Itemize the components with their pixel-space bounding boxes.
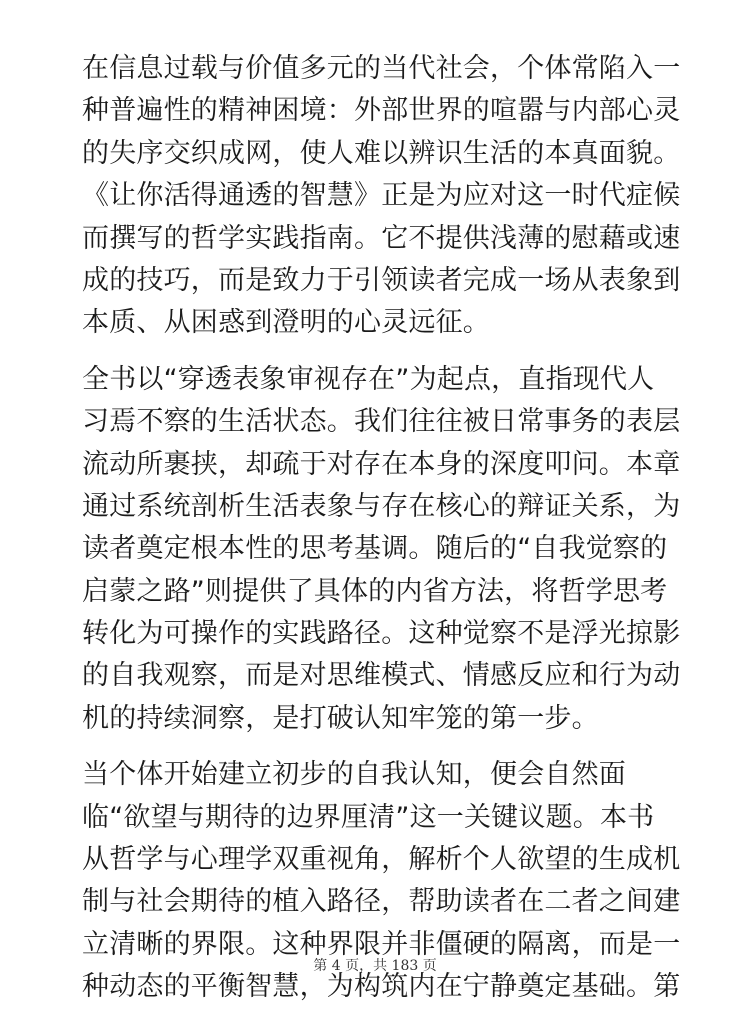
paragraph [82, 359, 681, 741]
text-line: 制与社会期待的植入路径，帮助读者在二者之间建 [82, 886, 681, 918]
text-line: 立清晰的界限。这种界限并非僵硬的隔离，而是一 [82, 928, 681, 960]
text-line: 从哲学与心理学双重视角，解析个人欲望的生成机 [82, 844, 681, 876]
text-line: 的自我观察，而是对思维模式、情感反应和行为动 [82, 660, 681, 692]
text-line: 转化为可操作的实践路径。这种觉察不是浮光掠影 [82, 618, 681, 650]
text-line: 种普遍性的精神困境：外部世界的喧嚣与内部心灵 [82, 95, 681, 127]
text-line: 机的持续洞察，是打破认知牢笼的第一步。 [82, 702, 599, 734]
text-line: 本质、从困惑到澄明的心灵远征。 [82, 307, 490, 339]
paragraph [82, 48, 681, 345]
body-text [82, 48, 681, 1023]
page-footer: 第 4 页，共 183 页 [313, 958, 437, 974]
text-line: 当个体开始建立初步的自我认知，便会自然面 [82, 759, 626, 791]
text-line: 习焉不察的生活状态。我们往往被日常事务的表层 [82, 406, 681, 438]
text-line: 启蒙之路”则提供了具体的内省方法，将哲学思考 [82, 575, 668, 607]
text-line: 在信息过载与价值多元的当代社会，个体常陷入一 [82, 53, 681, 84]
text-line: 通过系统剖析生活表象与存在核心的辩证关系，为 [82, 490, 681, 522]
text-line: 而撰写的哲学实践指南。它不提供浅薄的慰藉或速 [82, 222, 681, 254]
text-line: 流动所裹挟，却疏于对存在本身的深度叩问。本章 [82, 448, 681, 480]
text-line: 读者奠定根本性的思考基调。随后的“自我觉察的 [82, 533, 668, 565]
text-line: 成的技巧，而是致力于引领读者完成一场从表象到 [82, 264, 681, 296]
text-line: 的失序交织成网，使人难以辨识生活的本真面貌。 [82, 137, 681, 169]
text-line: 全书以“穿透表象审视存在”为起点，直指现代人 [82, 363, 655, 395]
text-line: 《让你活得通透的智慧》正是为应对这一时代症候 [82, 180, 681, 212]
text-line: 种动态的平衡智慧，为构筑内在宁静奠定基础。第 [82, 971, 681, 1003]
text-line: 临“欲望与期待的边界厘清”这一关键议题。本书 [82, 801, 655, 833]
